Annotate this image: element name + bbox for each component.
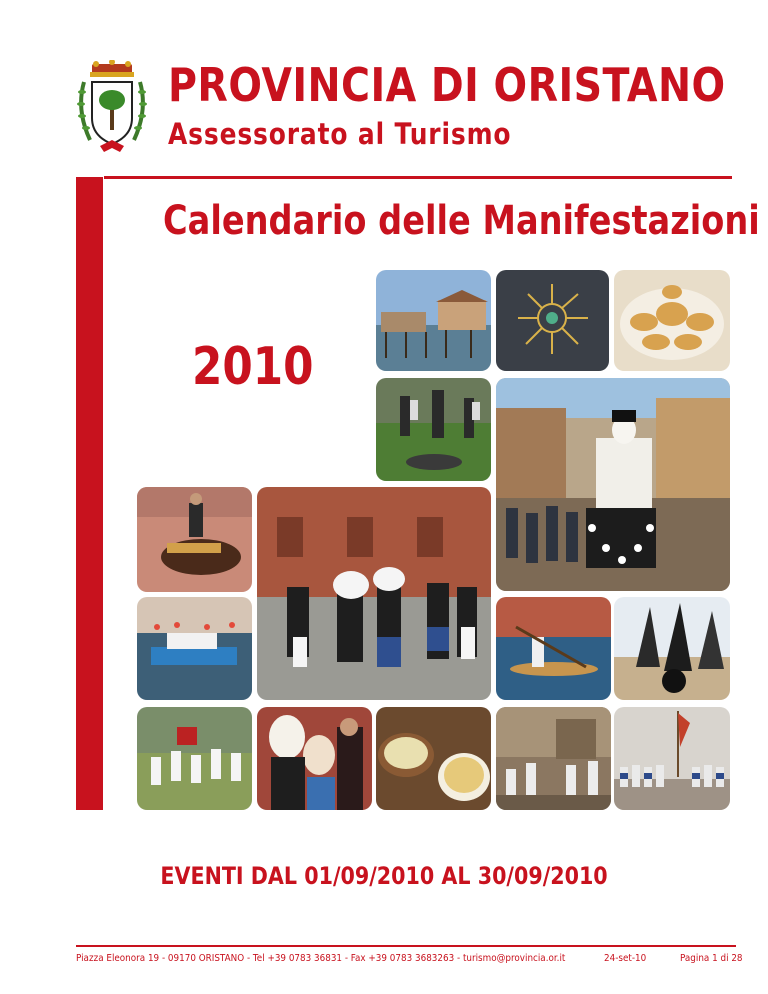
- page-title: PROVINCIA DI ORISTANO: [168, 58, 726, 112]
- photo-windsurf-sails: [614, 597, 730, 700]
- photo-reed-boat-race: [496, 597, 611, 700]
- calendar-title: Calendario delle Manifestazioni: [163, 198, 760, 244]
- photo-race-runners: [614, 707, 730, 810]
- photo-procession-field: [137, 707, 252, 810]
- photo-harbor-boats: [137, 597, 252, 700]
- footer-page-number: Pagina 1 di 28: [680, 953, 743, 964]
- page-subtitle: Assessorato al Turismo: [168, 117, 512, 151]
- side-accent-bar: [76, 177, 103, 810]
- photo-stilt-village: [376, 270, 491, 371]
- photo-semolina-bowls: [376, 707, 491, 810]
- photo-women-costumes: [257, 707, 372, 810]
- photo-horse-rider: [137, 487, 252, 592]
- events-date-range: EVENTI DAL 01/09/2010 AL 30/09/2010: [160, 862, 608, 890]
- footer-date: 24-set-10: [604, 953, 647, 964]
- photo-costume-parade: [257, 487, 491, 700]
- photo-sartiglia-rider: [496, 378, 730, 591]
- provincial-coat-of-arms-icon: [76, 60, 148, 156]
- photo-stone-street: [496, 707, 611, 810]
- year-label: 2010: [192, 337, 314, 397]
- footer-divider: [76, 945, 736, 947]
- photo-traditional-bread: [614, 270, 730, 371]
- header-divider: [104, 176, 732, 179]
- footer-address: Piazza Eleonora 19 - 09170 ORISTANO - Tel +39 0783 36831 - Fax +39 0783 3683263 - turismo@provincia.or.it: [76, 953, 566, 964]
- photo-gold-filigree: [496, 270, 609, 371]
- photo-historical-reenactment: [376, 378, 491, 481]
